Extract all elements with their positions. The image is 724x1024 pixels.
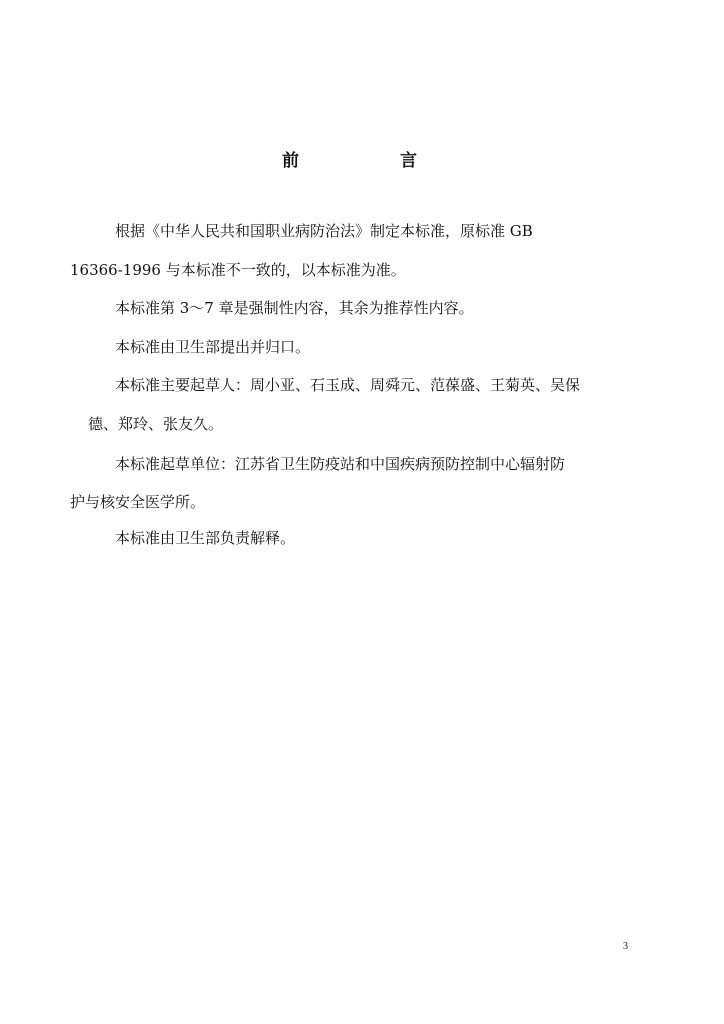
paragraph-4-line-2: 德、郑玲、张友久。: [88, 415, 224, 433]
paragraph-1-line-2: 16366-1996 与本标准不一致的，以本标准为准。: [70, 261, 406, 279]
title-char-qian: 前: [282, 151, 299, 171]
page-title: [282, 146, 422, 170]
paragraph-5-line-2: 护与核安全医学所。: [70, 493, 206, 511]
paragraph-5-line-1: 本标准起草单位：江苏省卫生防疫站和中国疾病预防控制中心辐射防: [115, 455, 566, 473]
paragraph-3: 本标准由卫生部提出并归口。: [115, 338, 311, 356]
title-char-yan: 言: [400, 151, 417, 171]
paragraph-4-line-1: 本标准主要起草人：周小亚、石玉成、周舜元、范葆盛、王菊英、吴保: [115, 376, 581, 394]
paragraph-6: 本标准由卫生部负责解释。: [115, 529, 296, 547]
page-number: 3: [623, 941, 628, 952]
paragraph-2: 本标准第 3～7 章是强制性内容，其余为推荐性内容。: [115, 299, 474, 317]
paragraph-1-line-1: 根据《中华人民共和国职业病防治法》制定本标准，原标准 GB: [115, 222, 533, 240]
